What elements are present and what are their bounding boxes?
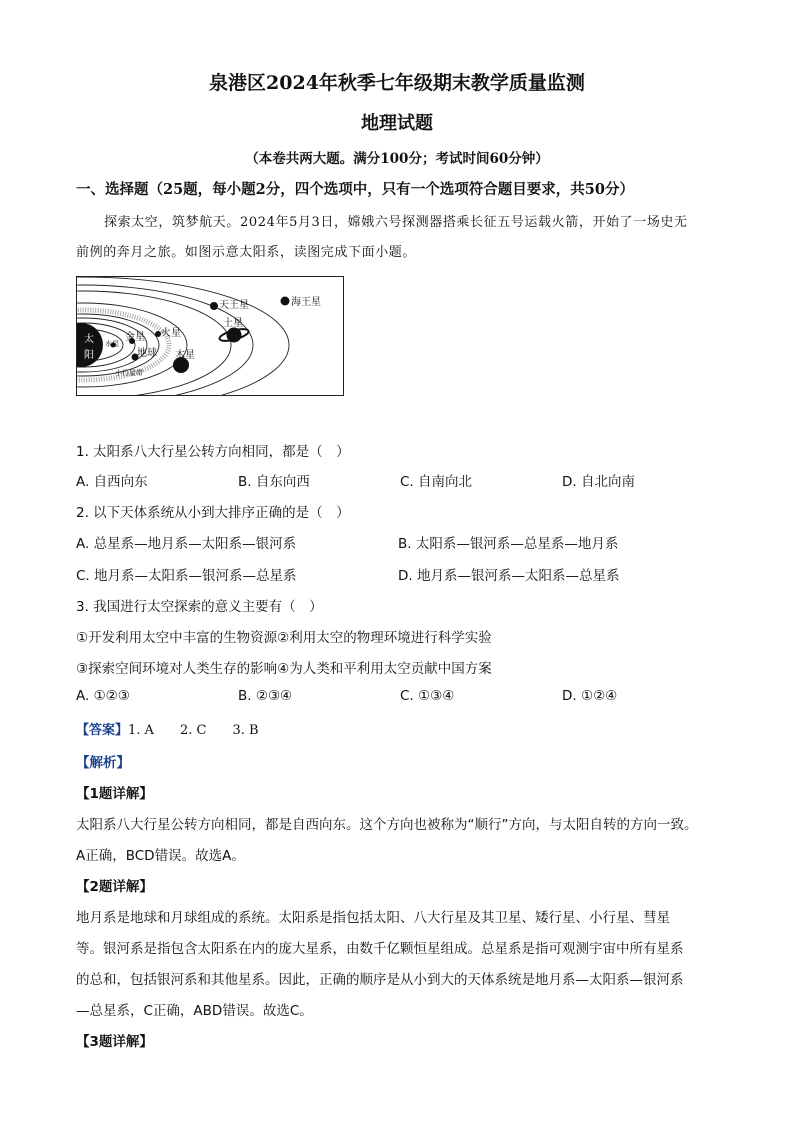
q1-option-d: D. 自北向南: [562, 474, 635, 490]
q3-option-d: D. ①②④: [562, 688, 618, 704]
q2-detail-line-1: 地月系是地球和月球组成的系统。太阳系是指包括太阳、八大行星及其卫星、矮行星、小行星、彗星: [76, 910, 670, 926]
solar-system-figure: [76, 276, 344, 396]
saturn-dot: [227, 328, 242, 343]
uranus-label: 天王星: [219, 300, 249, 311]
page-title: 泉港区2024年秋季七年级期末教学质量监测: [209, 72, 585, 94]
intro-line-1: 探索太空，筑梦航天。2024年5月3日，嫦娥六号探测器搭乘长征五号运载火箭，开始了一场史无: [104, 215, 688, 230]
sun-label-2: 阳: [84, 350, 94, 361]
section-heading: 一、选择题（25题，每小题2分，四个选项中，只有一个选项符合题目要求，共50分）: [76, 181, 634, 198]
neptune-label: 海王星: [291, 297, 321, 308]
q3-statement-line-2: ③探索空间环境对人类生存的影响④为人类和平利用太空贡献中国方案: [76, 661, 492, 677]
venus-label: 金星: [125, 332, 145, 343]
asteroid-belt-label: 小行星带: [115, 369, 143, 377]
q2-detail-line-4: —总星系，C正确，ABD错误。故选C。: [76, 1003, 313, 1019]
q2-option-d: D. 地月系—银河系—太阳系—总星系: [398, 568, 620, 584]
q1-option-c: C. 自南向北: [400, 474, 473, 490]
answer-line: [76, 719, 259, 738]
q1-detail-line-1: 太阳系八大行星公转方向相同，都是自西向东。这个方向也被称为“顺行”方向，与太阳自转的方向一致。: [76, 817, 698, 833]
answer-3: 3. B: [232, 723, 259, 738]
intro-line-2: 前例的奔月之旅。如图示意太阳系，读图完成下面小题。: [76, 245, 417, 260]
q1-detail-tag: 【1题详解】: [76, 786, 153, 802]
jupiter-label: 木星: [175, 350, 195, 361]
question-3-stem: 3. 我国进行太空探索的意义主要有（ ）: [76, 599, 323, 615]
q3-detail-tag: 【3题详解】: [76, 1034, 153, 1050]
q1-detail-line-2: A正确，BCD错误。故选A。: [76, 848, 245, 864]
mars-label: 火星: [161, 328, 181, 339]
earth-label: 地球: [137, 348, 157, 359]
q2-option-a: A. 总星系—地月系—太阳系—银河系: [76, 536, 297, 552]
q2-detail-tag: 【2题详解】: [76, 879, 153, 895]
question-2-stem: 2. 以下天体系统从小到大排序正确的是（ ）: [76, 505, 350, 521]
q1-option-a: A. 自西向东: [76, 474, 148, 490]
saturn-label: 土星: [223, 318, 243, 329]
answer-2: 2. C: [179, 723, 207, 738]
neptune-dot: [281, 297, 290, 306]
exam-note: （本卷共两大题。满分100分；考试时间60分钟）: [245, 151, 549, 167]
uranus-dot: [210, 302, 218, 310]
q3-option-a: A. ①②③: [76, 688, 130, 704]
sun-label-1: 太: [84, 334, 94, 345]
q3-statement-line-1: ①开发利用太空中丰富的生物资源②利用太空的物理环境进行科学实验: [76, 630, 492, 646]
q2-detail-line-3: 的总和，包括银河系和其他星系。因此，正确的顺序是从小到大的天体系统是地月系—太阳系—银河系: [76, 972, 684, 988]
q1-option-b: B. 自东向西: [238, 474, 310, 490]
q2-option-c: C. 地月系—太阳系—银河系—总星系: [76, 568, 297, 584]
q3-option-c: C. ①③④: [400, 688, 455, 704]
page-subtitle: 地理试题: [361, 113, 433, 134]
question-1-stem: 1. 太阳系八大行星公转方向相同，都是（ ）: [76, 444, 350, 460]
answer-tag: 【答案】: [76, 723, 129, 738]
analysis-tag: 【解析】: [76, 755, 130, 771]
q3-option-b: B. ②③④: [238, 688, 293, 704]
mercury-label: 水星: [105, 340, 119, 348]
q2-detail-line-2: 等。银河系是指包含太阳系在内的庞大星系，由数千亿颗恒星组成。总星系是指可观测宇宙中所有星系: [76, 941, 684, 957]
answer-1: 1. A: [128, 723, 154, 738]
q2-option-b: B. 太阳系—银河系—总星系—地月系: [398, 536, 619, 552]
